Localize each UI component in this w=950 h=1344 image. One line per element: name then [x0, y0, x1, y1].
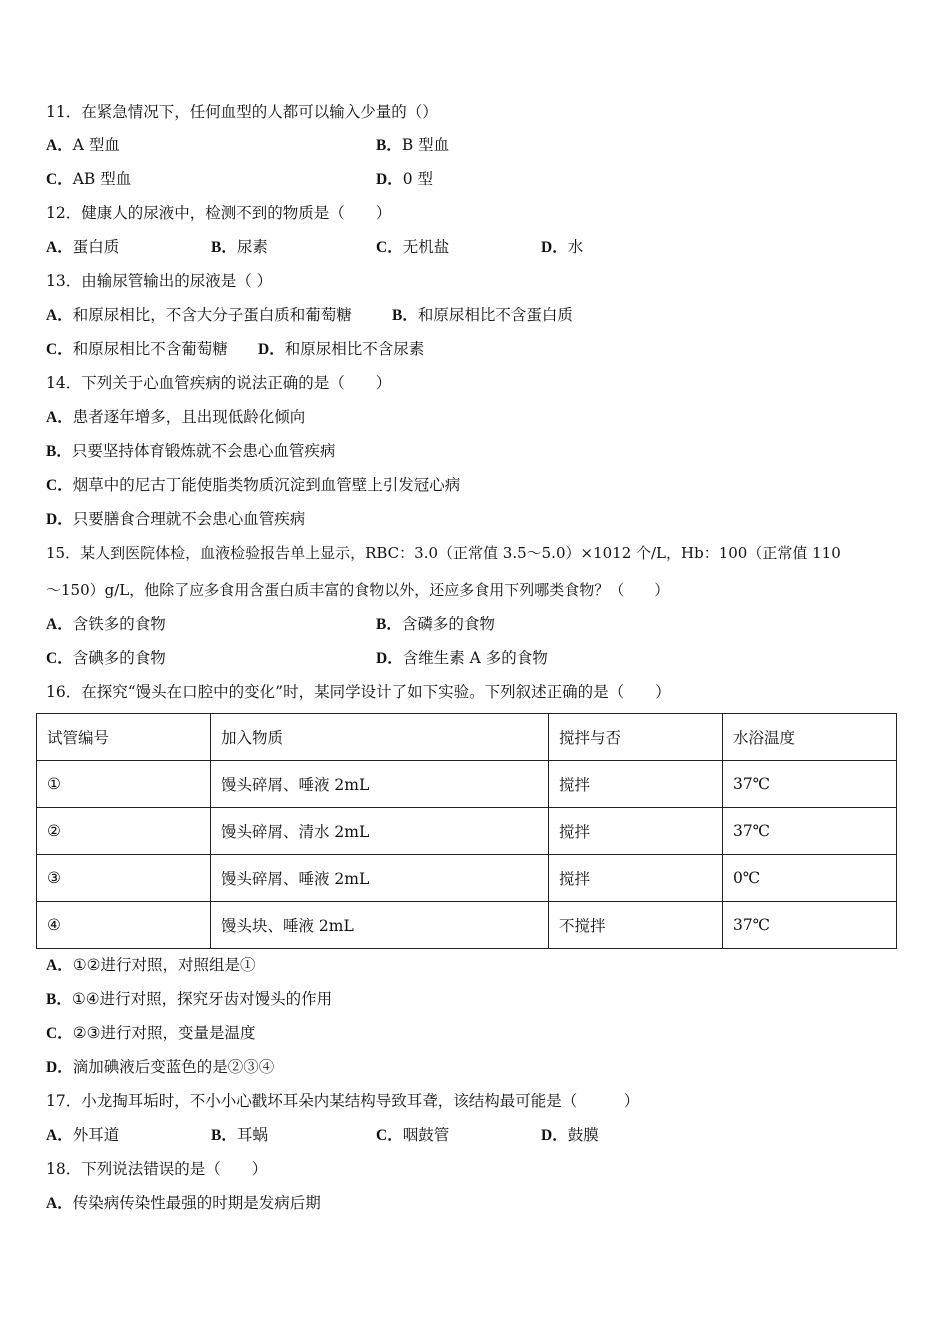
q14-option-b: B．只要坚持体育锻炼就不会患心血管疾病 [46, 442, 336, 460]
question-15-stem-line1: 15．某人到医院体检，血液检验报告单上显示，RBC：3.0（正常值 3.5～5.0）×1012 个/L，Hb：100（正常值 110 [46, 544, 841, 562]
q12-option-c: C．无机盐 [376, 238, 450, 256]
table-cell: ③ [37, 855, 211, 902]
q13-option-a: A．和原尿相比，不含大分子蛋白质和葡萄糖 [46, 306, 352, 324]
q12-option-d: D．水 [541, 238, 584, 256]
question-13-stem: 13．由输尿管输出的尿液是（ ） [46, 272, 273, 290]
q16-option-d: D．滴加碘液后变蓝色的是②③④ [46, 1058, 275, 1076]
q12-option-b: B．尿素 [211, 238, 268, 256]
q17-option-d: D．鼓膜 [541, 1126, 599, 1144]
table-row [37, 902, 897, 949]
q15-option-c: C．含碘多的食物 [46, 649, 166, 667]
question-14-stem: 14．下列关于心血管疾病的说法正确的是（ ） [46, 374, 392, 392]
q17-option-a: A．外耳道 [46, 1126, 120, 1144]
table-cell: 37℃ [723, 902, 897, 949]
q17-option-c: C．咽鼓管 [376, 1126, 450, 1144]
q13-option-b: B．和原尿相比不含蛋白质 [392, 306, 573, 324]
q11-option-a: A．A 型血 [46, 136, 120, 154]
q16-option-b: B．①④进行对照，探究牙齿对馒头的作用 [46, 990, 333, 1008]
table-cell: 馒头碎屑、清水 2mL [211, 808, 549, 855]
q14-option-a: A．患者逐年增多，且出现低龄化倾向 [46, 408, 306, 426]
question-18-stem: 18．下列说法错误的是（ ） [46, 1160, 268, 1178]
table-cell: 馒头碎屑、唾液 2mL [211, 855, 549, 902]
q11-option-c: C．AB 型血 [46, 170, 132, 188]
question-12-stem: 12．健康人的尿液中，检测不到的物质是（ ） [46, 204, 392, 222]
q18-option-a: A．传染病传染性最强的时期是发病后期 [46, 1194, 321, 1212]
experiment-table [36, 713, 897, 949]
table-header-row [37, 714, 897, 761]
q14-option-c: C．烟草中的尼古丁能使脂类物质沉淀到血管壁上引发冠心病 [46, 476, 461, 494]
table-cell: 搅拌 [549, 761, 723, 808]
table-cell: 37℃ [723, 761, 897, 808]
q12-option-a: A．蛋白质 [46, 238, 120, 256]
table-cell: 0℃ [723, 855, 897, 902]
table-cell: ② [37, 808, 211, 855]
question-15-stem-line2: ～150）g/L，他除了应多食用含蛋白质丰富的食物以外，还应多食用下列哪类食物？（ ） [46, 581, 670, 599]
table-row [37, 761, 897, 808]
q13-option-c: C．和原尿相比不含葡萄糖 [46, 340, 228, 358]
table-row [37, 855, 897, 902]
q11-option-d: D．0 型 [376, 170, 433, 188]
table-cell: 馒头块、唾液 2mL [211, 902, 549, 949]
table-cell: 馒头碎屑、唾液 2mL [211, 761, 549, 808]
table-header-cell: 水浴温度 [723, 714, 897, 761]
table-cell: 不搅拌 [549, 902, 723, 949]
q13-option-d: D．和原尿相比不含尿素 [258, 340, 425, 358]
table-header-cell: 试管编号 [37, 714, 211, 761]
q14-option-d: D．只要膳食合理就不会患心血管疾病 [46, 510, 306, 528]
question-16-stem: 16．在探究“馒头在口腔中的变化”时，某同学设计了如下实验。下列叙述正确的是（ ） [46, 683, 671, 701]
q11-option-b: B．B 型血 [376, 136, 450, 154]
q16-option-c: C．②③进行对照，变量是温度 [46, 1024, 256, 1042]
q15-option-d: D．含维生素 A 多的食物 [376, 649, 548, 667]
question-11-stem: 11．在紧急情况下，任何血型的人都可以输入少量的（） [46, 103, 438, 121]
question-17-stem: 17．小龙掏耳垢时，不小小心戳坏耳朵内某结构导致耳聋，该结构最可能是（ ） [46, 1092, 640, 1110]
table-cell: 搅拌 [549, 808, 723, 855]
table-header-cell: 加入物质 [211, 714, 549, 761]
q15-option-b: B．含磷多的食物 [376, 615, 495, 633]
q16-option-a: A．①②进行对照，对照组是① [46, 956, 256, 974]
table-header-cell: 搅拌与否 [549, 714, 723, 761]
table-cell: ① [37, 761, 211, 808]
table-cell: 搅拌 [549, 855, 723, 902]
table-row [37, 808, 897, 855]
table-cell: 37℃ [723, 808, 897, 855]
table-cell: ④ [37, 902, 211, 949]
q15-option-a: A．含铁多的食物 [46, 615, 166, 633]
q17-option-b: B．耳蜗 [211, 1126, 268, 1144]
